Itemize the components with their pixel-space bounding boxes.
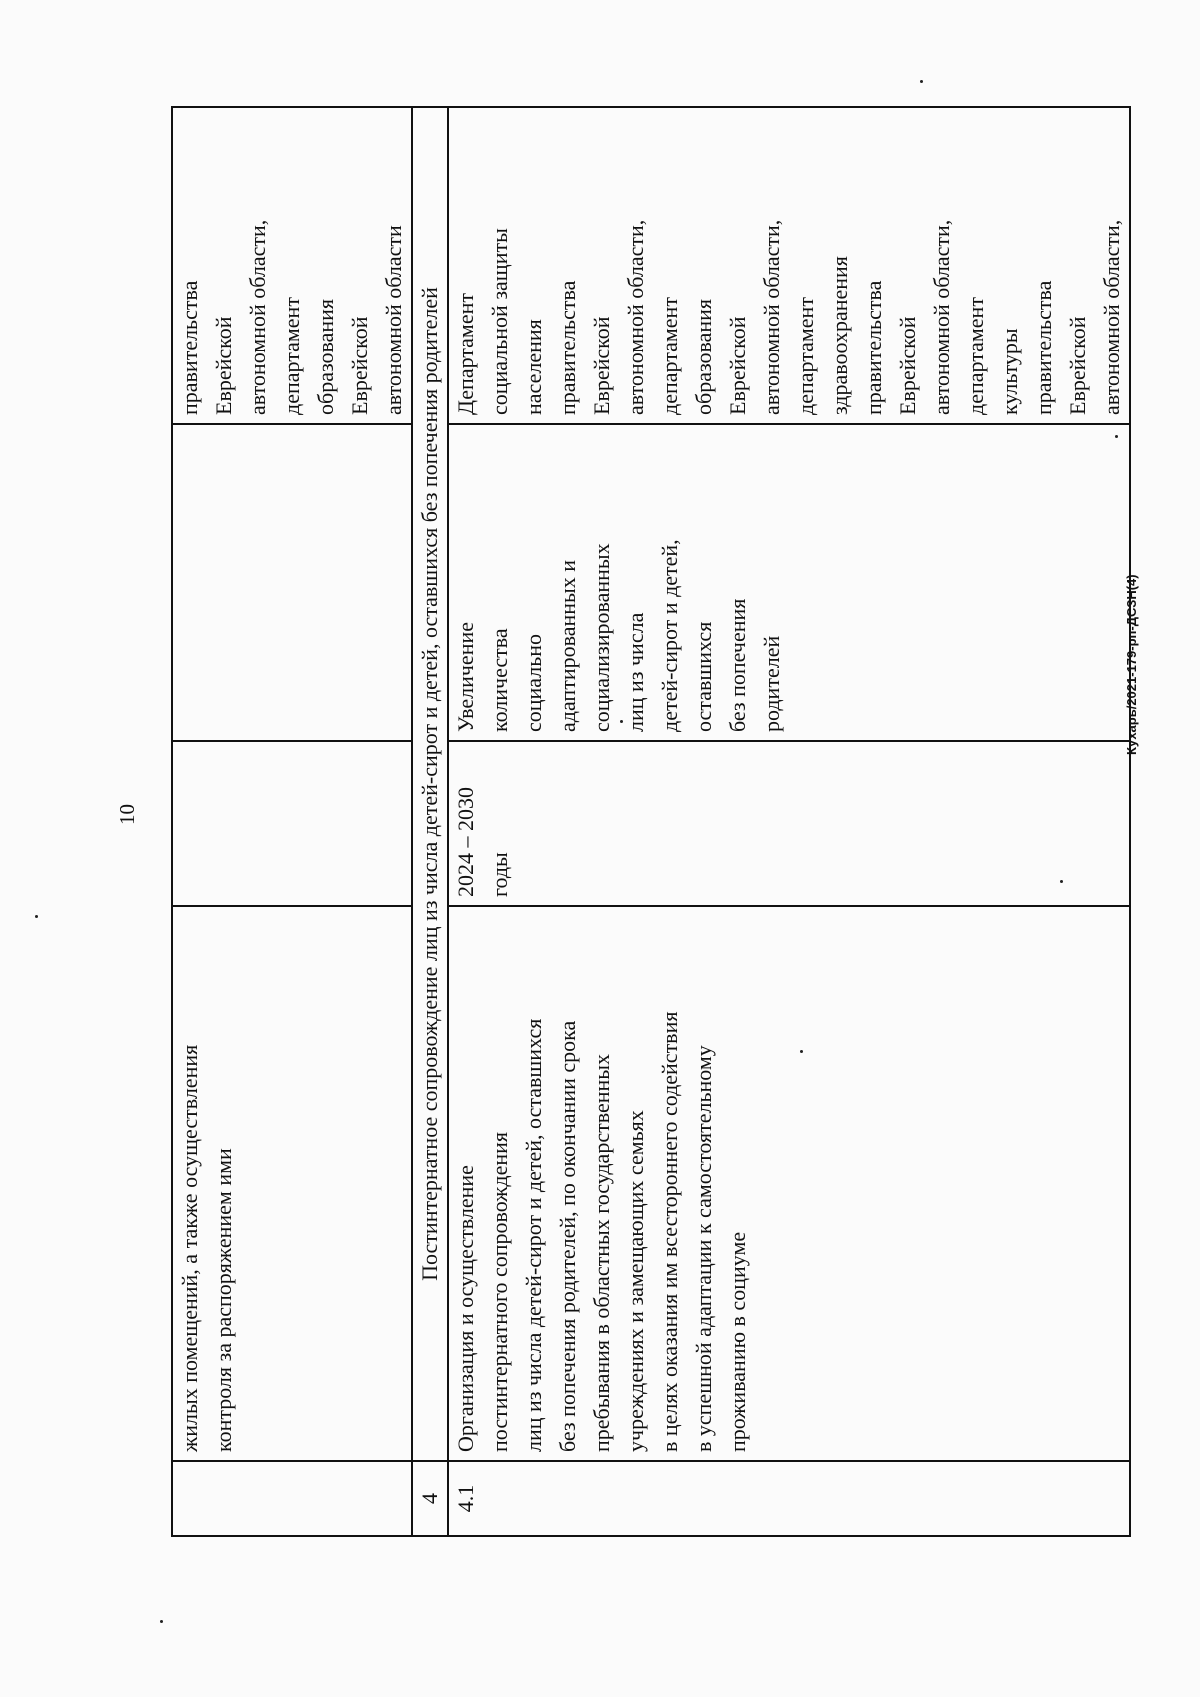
measure-line: контроля за распоряжением ими xyxy=(211,1148,236,1452)
executor-line: Еврейской xyxy=(211,316,236,415)
measure-line: в успешной адаптации к самостоятельному xyxy=(691,1045,716,1452)
executor-line: Еврейской xyxy=(725,316,750,415)
measure-cell xyxy=(172,906,412,1461)
measures-table xyxy=(171,106,1131,1537)
executor-line: департамент xyxy=(963,297,988,415)
executor-line: здравоохранения xyxy=(827,256,852,415)
result-line: детей-сирот и детей, xyxy=(657,539,682,732)
executor-line: образования xyxy=(691,298,716,415)
section-number-cell: 4 xyxy=(412,1461,448,1536)
result-line: Увеличение xyxy=(453,621,478,732)
measure-line: пребывания в областных государственных xyxy=(589,1053,614,1452)
executor-line: образования xyxy=(313,298,338,415)
result-line: без попечения xyxy=(725,598,750,732)
executor-line: Еврейской xyxy=(589,316,614,415)
period-cell: 2024 – 2030 годы xyxy=(448,741,1130,906)
table-row-item xyxy=(448,107,1130,1536)
result-line: адаптированных и xyxy=(555,559,580,732)
measure-cell xyxy=(448,906,1130,1461)
measure-line: в целях оказания им всестороннего содействия xyxy=(657,1011,682,1452)
scan-speck xyxy=(800,1050,803,1053)
section-title-cell: Постинтернатное сопровождение лиц из числа детей-сирот и детей, оставшихся без попечения родителей xyxy=(412,107,448,1461)
period-cell xyxy=(172,741,412,906)
scan-speck xyxy=(920,80,923,83)
executor-line: департамент xyxy=(279,297,304,415)
result-cell xyxy=(448,424,1130,741)
measure-line: лиц из числа детей-сирот и детей, оставшихся xyxy=(521,1018,546,1452)
executor-line: социальной защиты xyxy=(487,228,512,415)
measure-line: Организация и осуществление xyxy=(453,1165,478,1452)
item-number-cell: 4.1 xyxy=(448,1461,1130,1536)
measures-table-wrapper xyxy=(171,108,1200,1537)
executor-line: департамент xyxy=(793,297,818,415)
executor-line: правительства xyxy=(555,280,580,415)
scan-speck xyxy=(1060,880,1063,883)
scan-speck xyxy=(35,915,38,918)
result-line: оставшихся xyxy=(691,621,716,732)
executor-line: автономной области, xyxy=(759,219,784,415)
measure-line: жилых помещений, а также осуществления xyxy=(177,1044,202,1452)
page-number: 10 xyxy=(115,804,139,825)
executor-line: Еврейской xyxy=(895,316,920,415)
executor-cell xyxy=(172,107,412,424)
executor-line: правительства xyxy=(861,280,886,415)
executor-line: Департамент xyxy=(453,292,478,415)
table-row-continuation xyxy=(172,107,412,1536)
result-line: социально xyxy=(521,633,546,732)
document-code: Кухарь/2021-179-рп-ДСЗН(4) xyxy=(1124,574,1139,755)
executor-line: культуры xyxy=(997,328,1022,415)
result-line: количества xyxy=(487,628,512,732)
result-line: лиц из числа xyxy=(623,612,648,732)
executor-line: автономной области, xyxy=(929,219,954,415)
executor-line: автономной области, xyxy=(623,219,648,415)
scan-speck xyxy=(1115,435,1118,438)
scan-speck xyxy=(160,1620,163,1623)
executor-line: автономной области, xyxy=(245,219,270,415)
measure-line: без попечения родителей, по окончании срока xyxy=(555,1020,580,1452)
executor-line: автономной области, xyxy=(1099,219,1124,415)
executor-line: населения xyxy=(521,319,546,415)
executor-line: Еврейской xyxy=(1065,316,1090,415)
measure-line: постинтернатного сопровождения xyxy=(487,1131,512,1452)
scan-speck xyxy=(620,720,623,723)
executor-cell xyxy=(448,107,1130,424)
executor-line: Еврейской xyxy=(347,316,372,415)
measure-line: проживанию в социуме xyxy=(725,1231,750,1452)
result-line: родителей xyxy=(759,635,784,732)
executor-line: автономной области xyxy=(381,225,406,415)
executor-line: правительства xyxy=(1031,280,1056,415)
table-row-section xyxy=(412,107,448,1536)
measure-line: учреждениях и замещающих семьях xyxy=(623,1110,648,1452)
result-line: социализированных xyxy=(589,543,614,732)
row-number-cell xyxy=(172,1461,412,1536)
result-cell xyxy=(172,424,412,741)
executor-line: департамент xyxy=(657,297,682,415)
executor-line: правительства xyxy=(177,280,202,415)
